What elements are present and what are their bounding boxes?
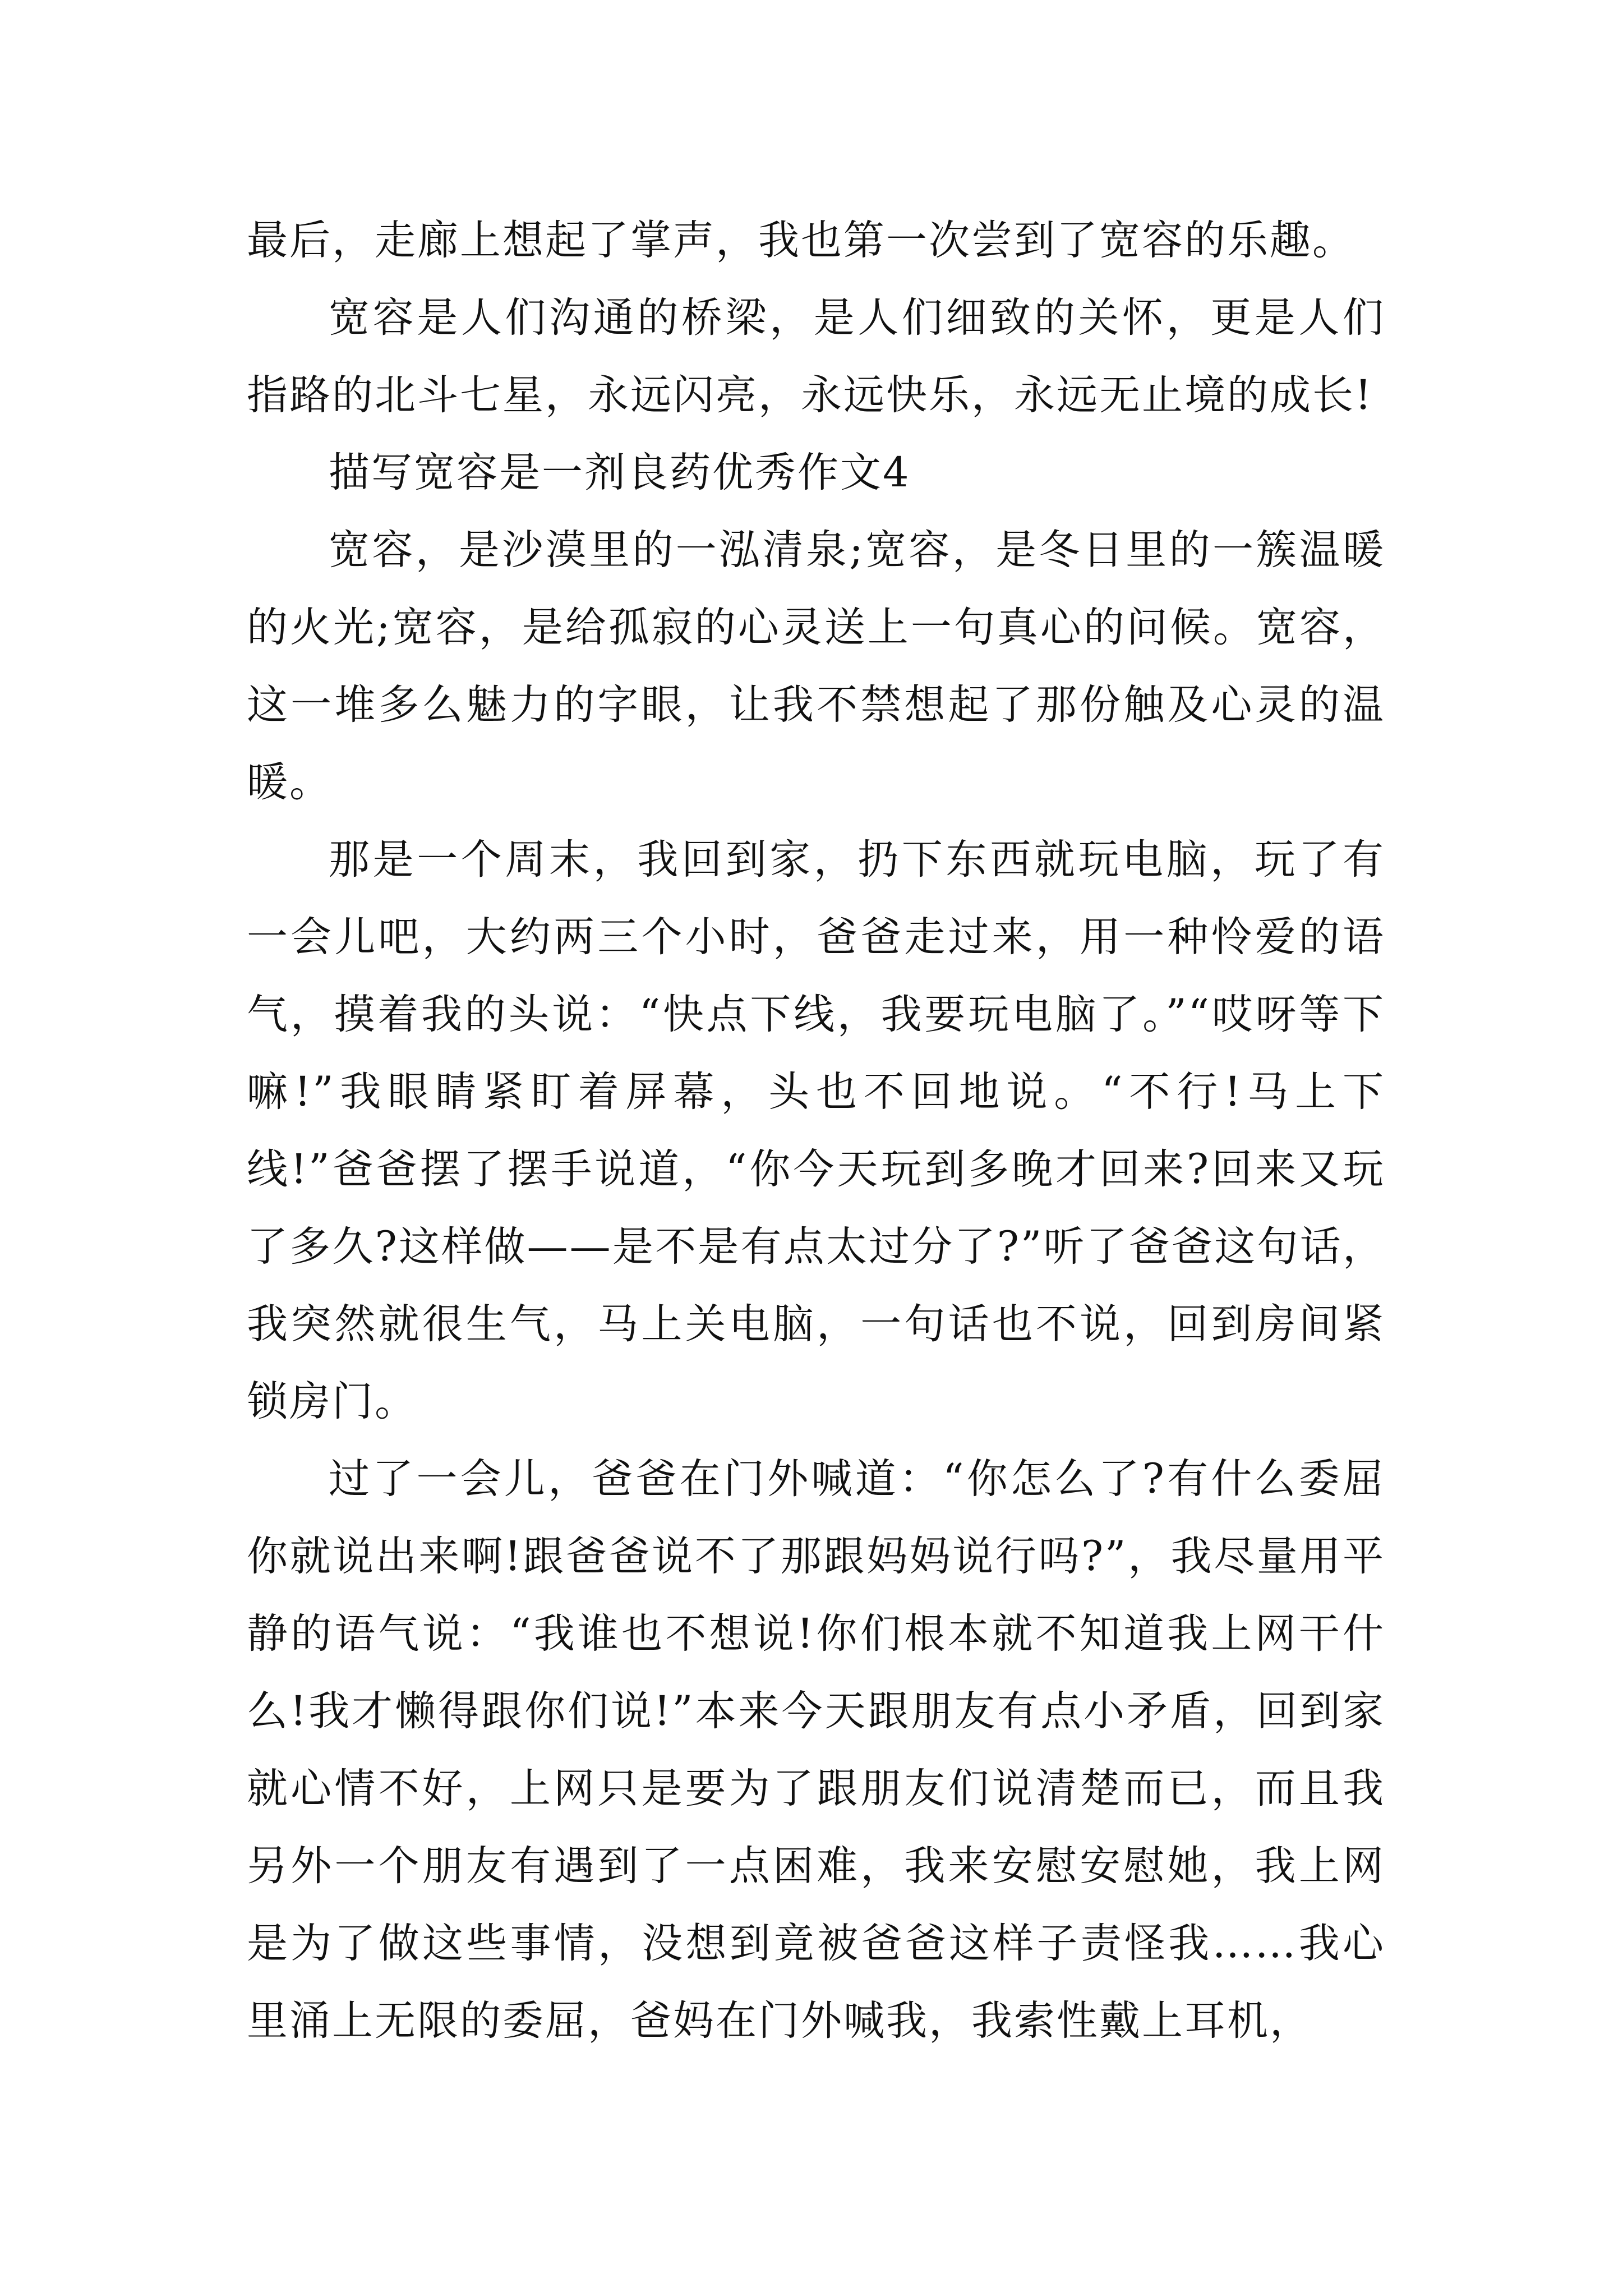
paragraph-closing-line: 最后，走廊上想起了掌声，我也第一次尝到了宽容的乐趣。 (247, 217, 1355, 264)
essay-title: 描写宽容是一剂良药优秀作文4 (329, 449, 911, 496)
document-body (247, 202, 1385, 2060)
paragraph-tolerance-intro: 宽容，是沙漠里的一泓清泉;宽容，是冬日里的一簇温暖的火光;宽容，是给孤寂的心灵送上一句真心的问候。宽容，这一堆多么魅力的字眼，让我不禁想起了那份触及心灵的温暖。 (247, 526, 1385, 806)
paragraph-tolerance-bridge: 宽容是人们沟通的桥梁，是人们细致的关怀，更是人们指路的北斗七星，永远闪亮，永远快乐，永远无止境的成长! (247, 294, 1385, 419)
paragraph-after-a-while: 过了一会儿，爸爸在门外喊道：“你怎么了?有什么委屈你就说出来啊!跟爸爸说不了那跟妈妈说行吗?”，我尽量用平静的语气说：“我谁也不想说!你们根本就不知道我上网干什么!我才懒得跟你们说!”本来今天跟朋友有点小矛盾，回到家就心情不好，上网只是要为了跟朋友们说清楚而已，而且我另外一个朋友有遇到了一点困难，我来安慰安慰她，我上网是为了做这些事情，没想到竟被爸爸这样子责怪我……我心里涌上无限的委屈，爸妈在门外喊我，我索性戴上耳机， (247, 1455, 1385, 2045)
paragraph-weekend-story: 那是一个周末，我回到家，扔下东西就玩电脑，玩了有一会儿吧，大约两三个小时，爸爸走过来，用一种怜爱的语气，摸着我的头说：“快点下线，我要玩电脑了。”“哎呀等下嘛!”我眼睛紧盯着屏幕，头也不回地说。“不行!马上下线!”爸爸摆了摆手说道，“你今天玩到多晚才回来?回来又玩了多久?这样做——是不是有点太过分了?”听了爸爸这句话，我突然就很生气，马上关电脑，一句话也不说，回到房间紧锁房门。 (247, 836, 1385, 1425)
